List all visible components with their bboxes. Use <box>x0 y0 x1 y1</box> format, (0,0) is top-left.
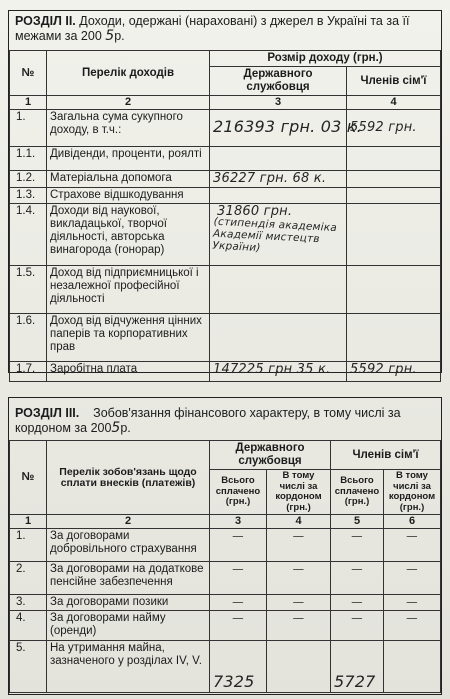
abroad-value: — <box>384 595 441 611</box>
total-paid-value: 5727 <box>334 672 376 691</box>
row-number: 1.1. <box>10 147 47 171</box>
official-amount <box>210 188 347 204</box>
row-label: Заробітна плата <box>47 362 210 382</box>
index-cell: 5 <box>331 515 384 529</box>
row-label: Матеріальна допомога <box>47 171 210 188</box>
row-label: За договорами добровільного страхування <box>47 529 210 562</box>
total-paid-value: — <box>331 595 384 611</box>
section-2-heading: Доходи, одержані (нараховані) з джерел в Україні та за її межами за 200 <box>15 14 410 43</box>
row-number: 1.3. <box>10 188 47 204</box>
income-size-header: Розмір доходу (грн.) <box>210 51 441 67</box>
section-3 <box>8 397 442 695</box>
total-paid-value: — <box>210 529 267 562</box>
section-2-year-suffix: р. <box>114 29 125 43</box>
family-amount <box>347 171 441 188</box>
obligations-table <box>9 440 441 693</box>
family-amount <box>347 147 441 171</box>
family-header: Членів сім'ї <box>347 67 441 96</box>
official-header: Державного службовця <box>210 67 347 96</box>
abroad-value: — <box>267 611 331 641</box>
row-number: 1.4. <box>10 204 47 266</box>
abroad-value: — <box>384 611 441 641</box>
total-paid-header: Всього сплачено (грн.) <box>210 470 267 515</box>
section-2-title <box>9 11 441 50</box>
family-header: Членів сім'ї <box>331 441 441 470</box>
row-label: Загальна сума сукупного доходу, в т.ч.: <box>47 110 210 147</box>
section-3-year-suffix: р. <box>120 421 131 435</box>
row-number: 1.7. <box>10 362 47 382</box>
table-row <box>10 110 441 147</box>
abroad-value <box>384 641 441 693</box>
official-amount <box>210 266 347 314</box>
row-label: За договорами найму (оренди) <box>47 611 210 641</box>
col-num-header: № <box>10 441 47 515</box>
table-row <box>10 641 441 693</box>
row-number: 1.2. <box>10 171 47 188</box>
total-paid-value: — <box>210 562 267 595</box>
index-cell: 2 <box>47 96 210 110</box>
table-row <box>10 266 441 314</box>
table-row <box>10 314 441 362</box>
row-label: Доход від відчуження цінних паперів та корпоративних прав <box>47 314 210 362</box>
official-amount: 147225 грн 35 к. <box>213 362 331 377</box>
section-2-year: 5 <box>105 28 115 44</box>
total-paid-value: — <box>331 611 384 641</box>
abroad-value: — <box>267 595 331 611</box>
table-row <box>10 147 441 171</box>
row-label: Доход від підприємницької і незалежної професійної діяльності <box>47 266 210 314</box>
row-number: 1.6. <box>10 314 47 362</box>
abroad-value: — <box>384 562 441 595</box>
family-amount <box>347 266 441 314</box>
section-3-year: 5 <box>111 420 121 436</box>
row-number: 2. <box>10 562 47 595</box>
table-row <box>10 362 441 382</box>
row-number: 1.5. <box>10 266 47 314</box>
row-number: 3. <box>10 595 47 611</box>
row-number: 4. <box>10 611 47 641</box>
index-cell: 6 <box>384 515 441 529</box>
section-3-number: РОЗДІЛ III. <box>15 406 80 420</box>
total-paid-value: — <box>331 562 384 595</box>
index-cell: 1 <box>10 96 47 110</box>
total-paid-value: — <box>210 611 267 641</box>
index-cell: 4 <box>267 515 331 529</box>
official-amount: 31860 грн. <box>217 204 293 219</box>
col-num-header: № <box>10 51 47 96</box>
family-amount: 5592 грн. <box>350 120 417 135</box>
abroad-header: В тому числі за кордоном (грн.) <box>384 470 441 515</box>
index-cell: 3 <box>210 96 347 110</box>
section-2-number: РОЗДІЛ II. <box>15 14 76 28</box>
table-row <box>10 562 441 595</box>
table-row <box>10 171 441 188</box>
family-amount <box>347 314 441 362</box>
index-cell: 1 <box>10 515 47 529</box>
col-list-header: Перелік доходів <box>47 51 210 96</box>
row-label: За договорами позики <box>47 595 210 611</box>
official-amount <box>210 314 347 362</box>
abroad-header: В тому числі за кордоном (грн.) <box>267 470 331 515</box>
total-paid-value: 7325 <box>213 672 255 691</box>
row-number: 1. <box>10 110 47 147</box>
row-label: На утримання майна, зазначеного у розділах IV, V. <box>47 641 210 693</box>
section-3-heading: Зобов'язання фінансового характеру, в тому числі за кордоном за <box>15 406 401 435</box>
official-amount: 36227 грн. 68 к. <box>213 171 327 186</box>
row-number: 1. <box>10 529 47 562</box>
family-amount <box>347 188 441 204</box>
section-2 <box>8 10 442 377</box>
row-label: За договорами на додаткове пенсійне забезпечення <box>47 562 210 595</box>
row-label: Дивіденди, проценти, роялті <box>47 147 210 171</box>
official-note: (стипендія академіка Академії мистецтв України) <box>212 215 338 255</box>
abroad-value: — <box>267 529 331 562</box>
table-row <box>10 204 441 266</box>
index-cell: 2 <box>47 515 210 529</box>
total-paid-header: Всього сплачено (грн.) <box>331 470 384 515</box>
row-label: Страхове відшкодування <box>47 188 210 204</box>
table-row <box>10 595 441 611</box>
section-3-year-prefix: 200 <box>90 421 112 435</box>
official-header: Державного службовця <box>210 441 331 470</box>
family-amount: 5592 грн. <box>350 362 417 377</box>
official-amount: 216393 грн. 03 к. <box>213 117 362 136</box>
table-row <box>10 188 441 204</box>
index-cell: 4 <box>347 96 441 110</box>
row-number: 5. <box>10 641 47 693</box>
abroad-value: — <box>267 562 331 595</box>
abroad-value <box>267 641 331 693</box>
index-cell: 3 <box>210 515 267 529</box>
family-amount <box>347 204 441 266</box>
total-paid-value: — <box>210 595 267 611</box>
abroad-value: — <box>384 529 441 562</box>
row-label: Доходи від наукової, викладацької, творчої діяльності, авторська винагорода (гонорар) <box>47 204 210 266</box>
income-table <box>9 50 441 382</box>
col-list-header: Перелік зобов'язань щодо сплати внесків (платежів) <box>47 441 210 515</box>
table-row <box>10 529 441 562</box>
official-amount <box>210 147 347 171</box>
section-3-title <box>9 398 441 440</box>
total-paid-value: — <box>331 529 384 562</box>
table-row <box>10 611 441 641</box>
